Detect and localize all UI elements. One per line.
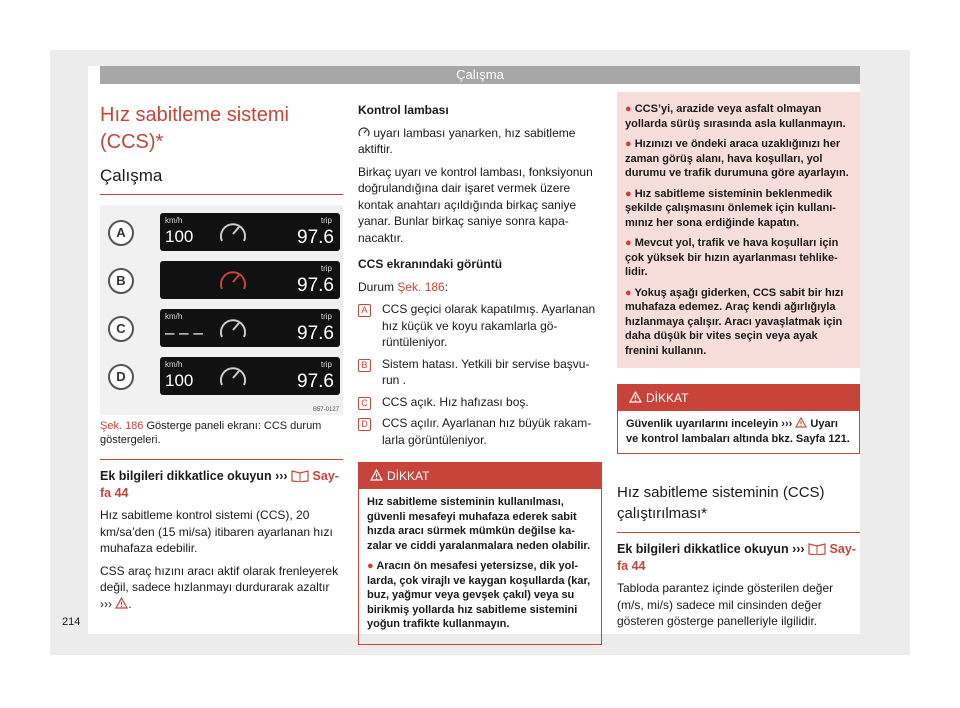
info-page-link[interactable]: Sayfa 44: [100, 469, 339, 500]
set-speed: 100: [165, 371, 194, 390]
state-reference-item: [358, 301, 602, 351]
warning-bullet: ● Aracın ön mesafesi yetersizse, dik yollarda, çok virajlı ve kaygan koşullarda (kar, buz, yağmur veya gevşek çakıl) veya su birikmiş yollarda hız sabitleme sistemini yoğun trafikte kullanmayın.: [367, 560, 591, 630]
kontrol-paragraph: Birkaç uyarı ve kontrol lambası, fonksiyonun doğrulandığına dair işaret vermek üzere kontak anahtarı açıldığında birkaç saniye yanar. Bunlar birkaç saniye sonra kapanacaktır.: [358, 164, 593, 245]
warning-bullet: ● Hızınızı ve öndeki araca uzaklığınızı her zaman görüş alanı, hava koşulları, yol durumu ve trafik durumuna göre ayarlayın.: [625, 138, 849, 179]
trip-value: 97.6: [297, 323, 334, 344]
kontrol-text: [358, 125, 602, 158]
state-reference-item: [358, 356, 602, 389]
dashboard-screen: [160, 357, 340, 395]
state-description: CCS açılır. Ayarlanan hız büyük rakamlarla görüntüleniyor.: [382, 416, 592, 447]
info-page-link-2[interactable]: Sayfa 44: [617, 542, 856, 573]
warning-bullet-text: Yokuş aşağı giderken, CCS sabit bir hızı muhafaza edemez. Araç kendi ağırlığıyla hızlanmaya çalışır. Aracı yavaşlatmak için daha düşük bir vites seçin veya ayak frenini kullanın.: [625, 286, 844, 357]
warning-title-2: DİKKAT: [646, 391, 689, 405]
page-subtitle: Çalışma: [100, 166, 343, 195]
set-speed: 100: [165, 227, 194, 246]
warning-2-link[interactable]: Uyarı ve kontrol lambaları altında bkz. Sayfa 121.: [626, 418, 850, 445]
paragraph-1: Hız sabitleme kontrol sistemi (CCS), 20 km/sa’den (15 mi/sa) itibaren ayarlanan hızı muhafaza edebilir.: [100, 508, 333, 555]
warning-continued-box: [617, 92, 860, 368]
page-title: Hız sabitleme sistemi (CCS)*: [100, 104, 289, 153]
state-label: A: [358, 304, 371, 317]
ekran-title: CCS ekranındaki görüntü: [358, 257, 503, 271]
trip-value: 97.6: [297, 371, 334, 392]
warning-triangle-icon: [629, 391, 642, 403]
trip-label: trip: [320, 312, 332, 321]
dashboard-row-letter: A: [108, 220, 134, 246]
warning-bullet-text: CCS’yi, arazide veya asfalt olmayan yollarda sürüş sırasında asla kullanmayın.: [625, 103, 846, 130]
trip-value: 97.6: [297, 275, 334, 296]
kmh-label: km/h: [165, 312, 183, 321]
figure-caption: [100, 419, 343, 460]
section-header: Çalışma: [100, 66, 860, 84]
warning-paragraph: Hız sabitleme sisteminin kullanılması, güvenli mesafeyi muhafaza ederek sabit hızda aracı sürmek mümkün değilse kazalar ve ciddi yaralanmalara neden olabilir.: [367, 496, 591, 552]
kontrol-title: Kontrol lambası: [358, 103, 449, 117]
dashboard-screen: [160, 261, 340, 299]
trip-value: 97.6: [297, 227, 334, 248]
column-right: [617, 92, 860, 636]
figure-caption-text: Gösterge paneli ekranı: CCS durum göstergeleri.: [100, 420, 322, 446]
state-label: D: [358, 418, 371, 431]
paragraph-2-text: CSS araç hızını aracı aktif olarak frenleyerek değil, sadece hızlanmayı durdurarak azaltır: [100, 563, 339, 594]
state-label: C: [358, 397, 371, 410]
warning-2-arrows: ›››: [781, 418, 793, 430]
figure-ref: Şek. 186: [100, 420, 144, 432]
durum-figure-link[interactable]: Şek. 186: [397, 279, 445, 294]
info-arrows-2: ›››: [792, 542, 805, 556]
warning-2-text: Güvenlik uyarılarını inceleyin: [626, 418, 779, 430]
table-note: Tabloda parantez içinde gösterilen değer (m/s, mi/s) sadece mil cinsinden değer gösteren gösterge panelleriyle ilgilidir.: [617, 581, 834, 628]
dashboard-screen: [160, 309, 340, 347]
dashboard-row-letter: B: [108, 268, 134, 294]
info-text-2: Ek bilgileri dikkatlice okuyun: [617, 542, 789, 556]
warning-body: [359, 489, 601, 644]
state-reference-item: [358, 394, 602, 411]
book-icon: [808, 542, 826, 555]
dashboard-row-letter: D: [108, 364, 134, 390]
warning-box: [358, 462, 602, 645]
kmh-label: km/h: [165, 360, 183, 369]
state-description: Sistem hatası. Yetkili bir servise başvurun .: [382, 356, 590, 387]
dashboard-row-letter: C: [108, 316, 134, 342]
warning-bullet-text: Hız sabitleme sisteminin beklenmedik şekilde çalışmasını önlemek için kullanımınız her sona erdiğinde kapatın.: [625, 187, 836, 229]
state-label: B: [358, 359, 371, 372]
info-text: Ek bilgileri dikkatlice okuyun: [100, 469, 272, 483]
state-description: CCS geçici olarak kapatılmış. Ayarlanan hız küçük ve koyu rakamlarla görüntüleniyor.: [382, 302, 596, 349]
trip-label: trip: [320, 264, 332, 273]
durum-label: Durum: [358, 279, 395, 294]
warning-bullet-text: Mevcut yol, trafik ve hava koşulları için çok yüksek bir hızın ayarlanması tehlikelidir.: [625, 237, 839, 278]
set-speed: – – –: [165, 323, 203, 342]
cruise-gauge-icon: [218, 363, 248, 389]
info-arrows: ›››: [275, 469, 288, 483]
warning-triangle-icon: [115, 597, 128, 609]
kmh-label: km/h: [165, 216, 183, 225]
warning-bullet: ● CCS’yi, arazide veya asfalt olmayan yollarda sürüş sırasında asla kullanmayın.: [625, 103, 846, 130]
page-number: 214: [62, 616, 81, 628]
cruise-gauge-icon: [218, 315, 248, 341]
figure-code: B57-0127: [312, 407, 339, 413]
paragraph-2: CSS araç hızını aracı aktif olarak frenleyerek değil, sadece hızlanmayı durdurarak azaltır ››› .: [100, 563, 339, 611]
warning-bullet: ● Hız sabitleme sisteminin beklenmedik şekilde çalışmasını önlemek için kullanımınız her sona erdiğinde kapatın.: [625, 187, 836, 229]
dashboard-screen: [160, 213, 340, 251]
cruise-gauge-icon: [218, 219, 248, 245]
warning-header-2: [618, 385, 859, 411]
state-reference-list: [358, 301, 602, 448]
warning-triangle-icon: [370, 469, 383, 481]
warning-bullet-text: Hızınızı ve öndeki araca uzaklığınızı her zaman görüş alanı, hava koşulları, yol durumu ve trafik durumuna göre ayarlayın.: [625, 138, 849, 179]
section-title: Hız sabitleme sisteminin (CCS) çalıştırılması*: [617, 472, 860, 533]
state-reference-item: [358, 415, 602, 448]
trip-label: trip: [320, 360, 332, 369]
dashboard-figure: [100, 205, 343, 415]
state-description: CCS açık. Hız hafızası boş.: [382, 394, 529, 409]
warning-bullet: ● Yokuş aşağı giderken, CCS sabit bir hızı muhafaza edemez. Araç kendi ağırlığıyla hızlanmaya çalışır. Aracı yavaşlatmak için daha düşük bir vites seçin veya ayak frenini kullanın.: [625, 286, 844, 357]
column-left: [100, 92, 343, 618]
info-line: [100, 468, 343, 501]
column-middle: [358, 92, 602, 645]
durum-colon: :: [444, 279, 449, 294]
durum-line: [358, 279, 602, 296]
cruise-gauge-icon: [218, 267, 248, 293]
cruise-control-icon: [358, 127, 370, 138]
warning-box-2: [617, 384, 860, 454]
warning-bullet: ● Mevcut yol, trafik ve hava koşulları için çok yüksek bir hızın ayarlanması tehlikelidir.: [625, 237, 839, 278]
trip-label: trip: [320, 216, 332, 225]
warning-title: DİKKAT: [387, 469, 430, 483]
book-icon: [291, 469, 309, 482]
warning-triangle-icon: [795, 417, 807, 428]
warning-body-2: [618, 411, 859, 453]
paragraph-2-arrows: ›››: [100, 596, 112, 611]
info-line-2: [617, 541, 860, 574]
warning-bullet-text: Aracın ön mesafesi yetersizse, dik yollarda, çok virajlı ve kaygan koşullarda (kar, buz, yağmur veya gevşek çakıl) veya su birikmiş yollarda hız sabitleme sistemini yoğun trafikte kullanmayın.: [367, 560, 591, 630]
warning-header: [359, 463, 601, 489]
kontrol-text-body: uyarı lambası yanarken, hız sabitleme aktiftir.: [358, 125, 576, 156]
